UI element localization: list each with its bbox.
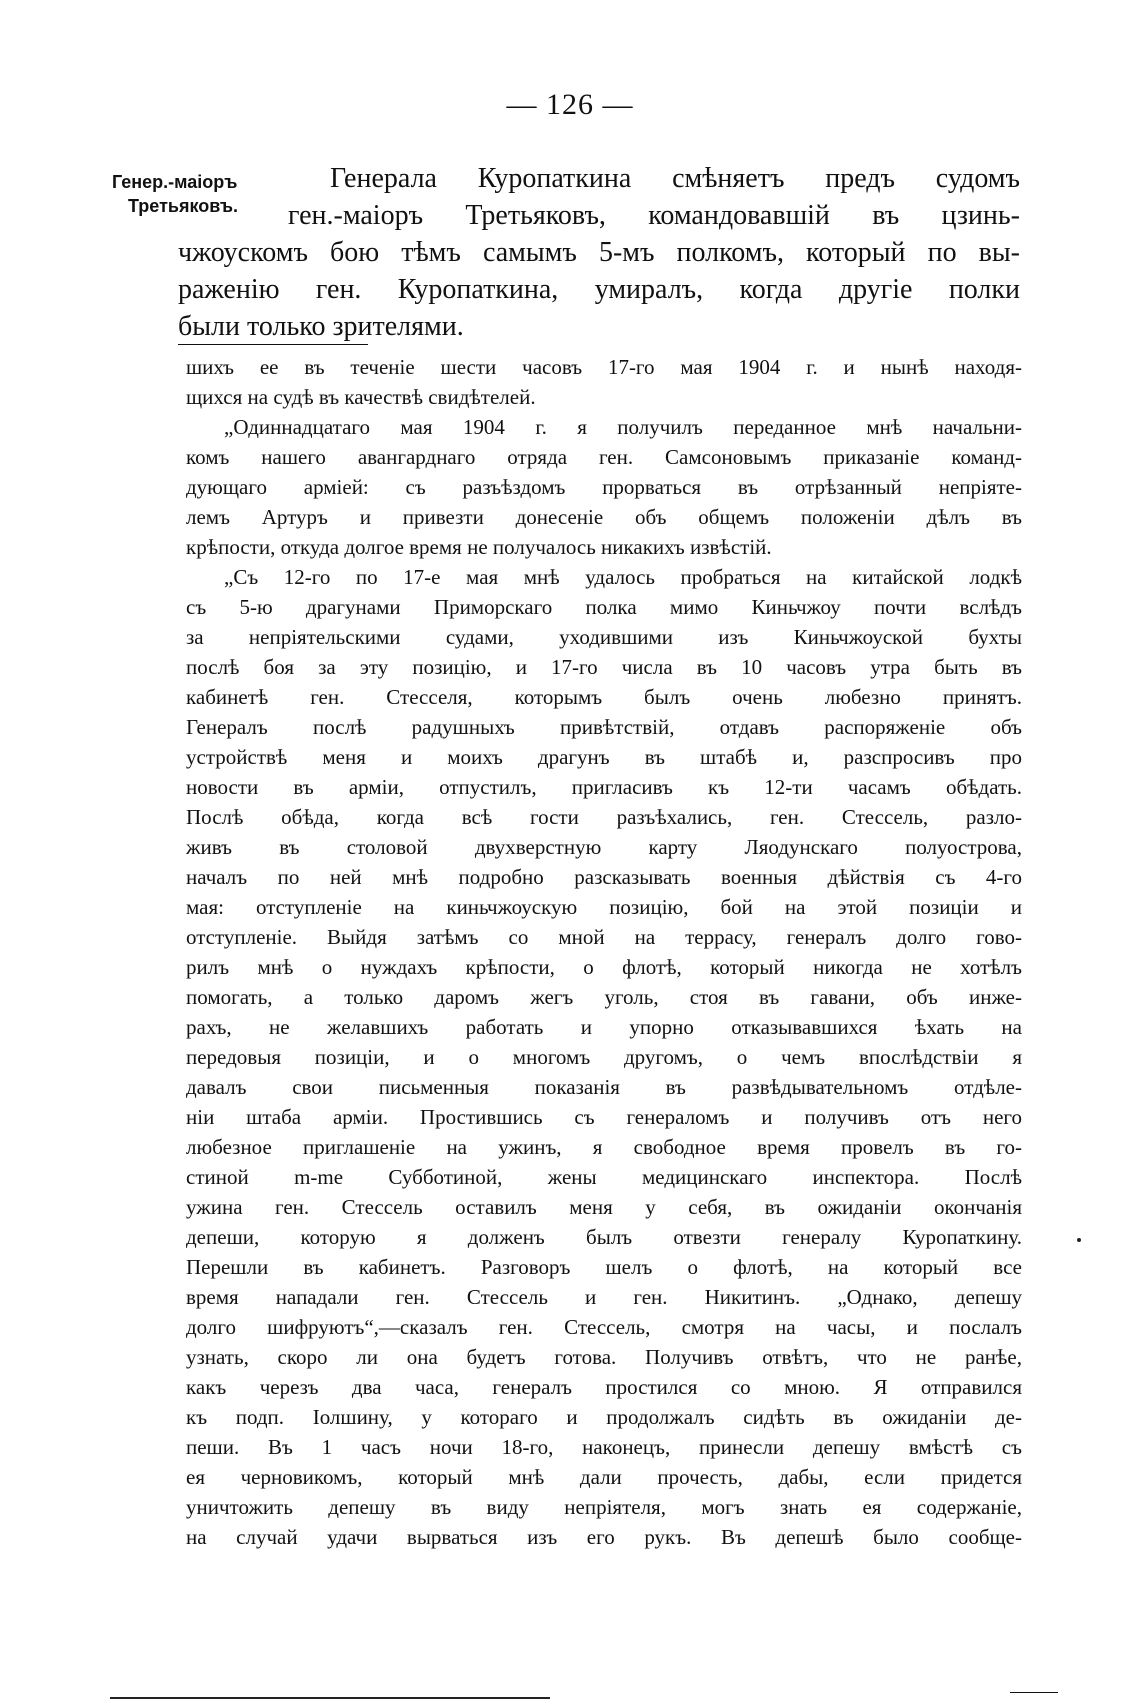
margin-note-line: Третьяковъ. <box>128 196 238 216</box>
footer-rule <box>110 1697 550 1699</box>
testimony-line: узнать, скоро ли она будетъ готова. Получивъ отвѣтъ, что не ранѣе, <box>186 1345 1022 1369</box>
margin-note-line: Генер.-маіоръ <box>112 172 238 192</box>
testimony-line: отступленіе. Выйдя затѣмъ со мной на террасу, генералъ долго гово- <box>186 925 1022 949</box>
testimony-line: время нападали ген. Стессель и ген. Никитинъ. „Однако, депешу <box>186 1285 1022 1309</box>
testimony-line: на случай удачи вырваться изъ его рукъ. Въ депешѣ было сообще- <box>186 1525 1022 1549</box>
testimony-line: любезное приглашеніе на ужинъ, я свободное время провелъ въ го- <box>186 1135 1022 1159</box>
testimony-line: Послѣ обѣда, когда всѣ гости разъѣхались, ген. Стессель, разло- <box>186 805 1022 829</box>
testimony-line: „Одиннадцатаго мая 1904 г. я получилъ переданное мнѣ начальни- <box>224 415 1022 439</box>
testimony-line: пеши. Въ 1 часъ ночи 18-го, наконецъ, принесли депешу вмѣстѣ съ <box>186 1435 1022 1459</box>
testimony-line: началъ по ней мнѣ подробно разсказывать военныя дѣйствія съ 4-го <box>186 865 1022 889</box>
testimony-line: дующаго арміей: съ разъѣздомъ прорваться въ отрѣзанный непріяте- <box>186 475 1022 499</box>
testimony-line: рилъ мнѣ о нуждахъ крѣпости, о флотѣ, который никогда не хотѣлъ <box>186 955 1022 979</box>
main-paragraph <box>178 160 1020 345</box>
testimony-line: депеши, которую я долженъ былъ отвезти генералу Куропаткину. <box>186 1225 1022 1249</box>
testimony-line: щихся на судѣ въ качествѣ свидѣтелей. <box>186 385 536 409</box>
testimony-line: какъ черезъ два часа, генералъ простился со мною. Я отправился <box>186 1375 1022 1399</box>
testimony-line: кабинетѣ ген. Стесселя, которымъ былъ очень любезно принятъ. <box>186 685 1022 709</box>
print-speck <box>1077 1238 1081 1242</box>
testimony-line: устройствѣ меня и моихъ драгунъ въ штабѣ и, разспросивъ про <box>186 745 1022 769</box>
testimony-line: Генералъ послѣ радушныхъ привѣтствій, отдавъ распоряженіе объ <box>186 715 1022 739</box>
testimony-line: стиной m-me Субботиной, жены медицинскаго инспектора. Послѣ <box>186 1165 1022 1189</box>
testimony-line: лемъ Артуръ и привезти донесеніе объ общемъ положеніи дѣлъ въ <box>186 505 1022 529</box>
testimony-line: новости въ арміи, отпустилъ, пригласивъ къ 12-ти часамъ обѣдать. <box>186 775 1022 799</box>
main-paragraph-line: раженію ген. Куропаткина, умиралъ, когда другіе полки <box>178 274 1020 305</box>
testimony-line: послѣ боя за эту позицію, и 17-го числа въ 10 часовъ утра быть въ <box>186 655 1022 679</box>
testimony-line: уничтожить депешу въ виду непріятеля, могъ знать ея содержаніе, <box>186 1495 1022 1519</box>
main-paragraph-line: ген.-маіоръ Третьяковъ, командовавшій въ цзинь- <box>288 200 1020 231</box>
section-divider <box>178 344 368 345</box>
testimony-block <box>186 352 1022 1552</box>
testimony-line: крѣпости, откуда долгое время не получалось никакихъ извѣстій. <box>186 535 772 559</box>
main-paragraph-line: чжоускомъ бою тѣмъ самымъ 5-мъ полкомъ, который по вы- <box>178 237 1020 268</box>
page-number: — 126 — <box>506 88 634 121</box>
testimony-line: живъ въ столовой двухверстную карту Ляодунскаго полуострова, <box>186 835 1022 859</box>
testimony-line: Перешли въ кабинетъ. Разговоръ шелъ о флотѣ, на который все <box>186 1255 1022 1279</box>
testimony-line: передовыя позиціи, и о многомъ другомъ, о чемъ впослѣдствіи я <box>186 1045 1022 1069</box>
main-paragraph-line: Генерала Куропаткина смѣняетъ предъ судомъ <box>330 163 1020 194</box>
testimony-line: шихъ ее въ теченіе шести часовъ 17-го мая 1904 г. и нынѣ находя- <box>186 355 1022 379</box>
testimony-line: комъ нашего авангарднаго отряда ген. Самсоновымъ приказаніе команд- <box>186 445 1022 469</box>
testimony-line: ужина ген. Стессель оставилъ меня у себя, въ ожиданіи окончанія <box>186 1195 1022 1219</box>
testimony-line: ея черновикомъ, который мнѣ дали прочесть, дабы, если придется <box>186 1465 1022 1489</box>
testimony-line: ніи штаба арміи. Простившись съ генераломъ и получивъ отъ него <box>186 1105 1022 1129</box>
footer-rule <box>1010 1692 1058 1693</box>
testimony-line: помогать, а только даромъ жегъ уголь, стоя въ гавани, объ инже- <box>186 985 1022 1009</box>
testimony-line: „Съ 12-го по 17-е мая мнѣ удалось пробраться на китайской лодкѣ <box>224 565 1022 589</box>
testimony-line: съ 5-ю драгунами Приморскаго полка мимо Киньчжоу почти вслѣдъ <box>186 595 1022 619</box>
testimony-line: мая: отступленіе на киньчжоускую позицію, бой на этой позиціи и <box>186 895 1022 919</box>
testimony-line: давалъ свои письменныя показанія въ развѣдывательномъ отдѣле- <box>186 1075 1022 1099</box>
testimony-line: за непріятельскими судами, уходившими изъ Киньчжоуской бухты <box>186 625 1022 649</box>
testimony-line: рахъ, не желавшихъ работать и упорно отказывавшихся ѣхать на <box>186 1015 1022 1039</box>
main-paragraph-line: были только зрителями. <box>178 311 464 342</box>
testimony-line: долго шифруютъ“,—сказалъ ген. Стессель, смотря на часы, и послалъ <box>186 1315 1022 1339</box>
testimony-line: къ подп. Іолшину, у котораго и продолжалъ сидѣть въ ожиданіи де- <box>186 1405 1022 1429</box>
